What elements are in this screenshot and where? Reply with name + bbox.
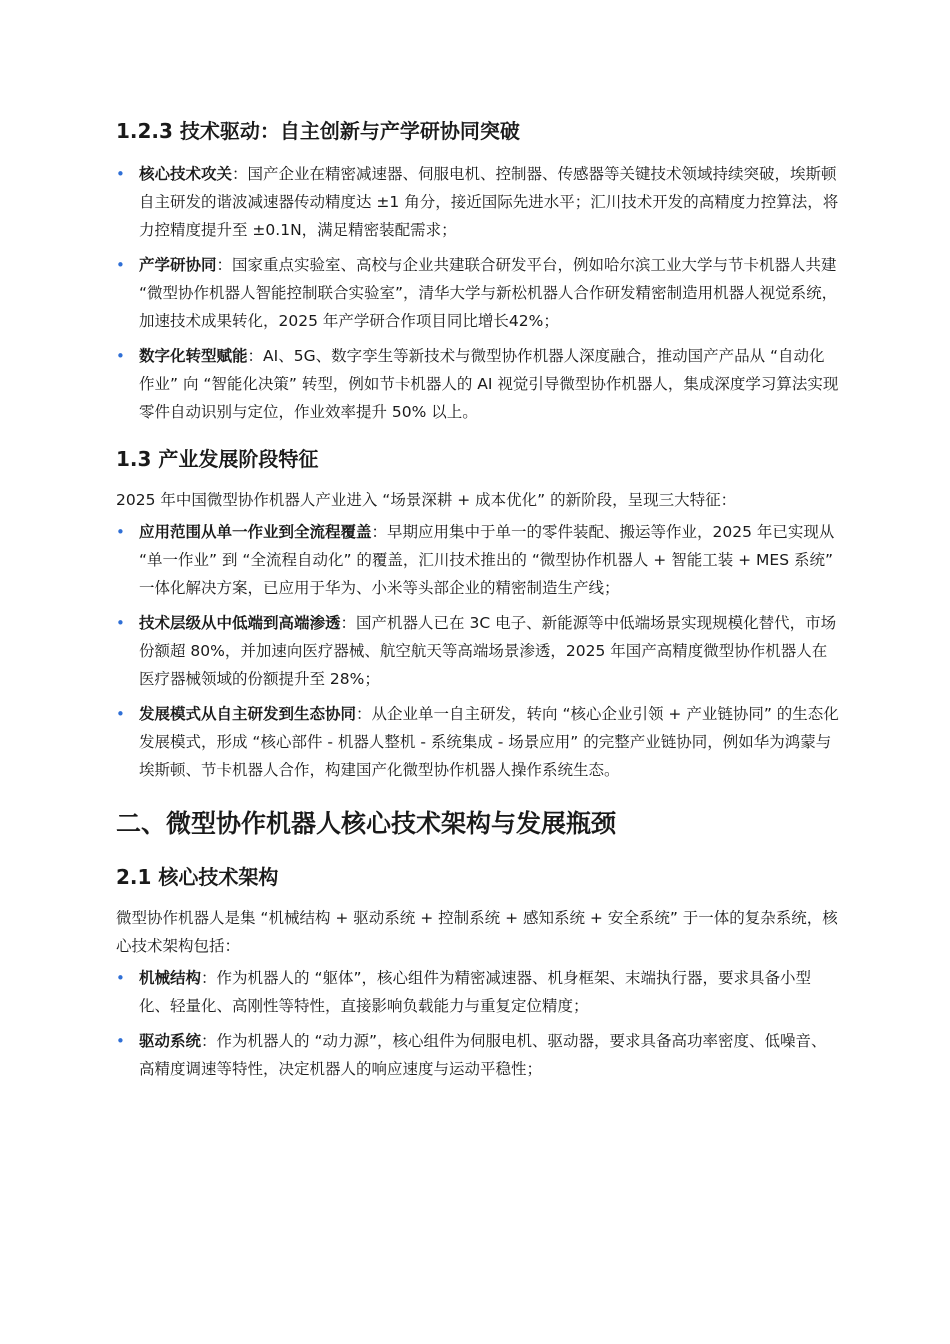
list-item-term: 驱动系统 xyxy=(139,1032,202,1050)
list-item-text: AI、5G、数字孪生等新技术与微型协作机器人深度融合，推动国产产品从 “自动化作业” 向 “智能化决策” 转型，例如节卡机器人的 AI 视觉引导微型协作机器人，集成深度学习算法实现零件自动识别与定位，作业效率提升 50% 以上。 xyxy=(139,347,839,421)
chapter-2-heading: 二、微型协作机器人核心技术架构与发展瓶颈 xyxy=(116,809,617,838)
list-item xyxy=(116,251,840,335)
section-1-3-intro: 2025 年中国微型协作机器人产业进入 “场景深耕 + 成本优化” 的新阶段，呈现三大特征： xyxy=(116,491,737,509)
section-1-3-list xyxy=(116,518,840,784)
list-item xyxy=(116,342,840,426)
list-item-term: 发展模式从自主研发到生态协同 xyxy=(139,705,357,723)
list-item-separator: ： xyxy=(201,969,217,987)
section-2-1-heading: 2.1 核心技术架构 xyxy=(116,865,279,889)
list-item-text: 从企业单一自主研发，转向 “核心企业引领 + 产业链协同” 的生态化发展模式，形成 “核心部件 - 机器人整机 - 系统集成 - 场景应用” 的完整产业链协同，例如华为鸿蒙与埃斯顿、节卡机器人合作，构建国产化微型协作机器人操作系统生态。 xyxy=(139,705,839,779)
bullet-icon: • xyxy=(116,347,125,365)
bullet-icon: • xyxy=(116,614,125,632)
section-1-2-3-heading: 1.2.3 技术驱动：自主创新与产学研协同突破 xyxy=(116,119,520,143)
section-2-1-list xyxy=(116,964,840,1083)
list-item xyxy=(116,518,840,602)
section-1-3-heading: 1.3 产业发展阶段特征 xyxy=(116,447,319,471)
bullet-icon: • xyxy=(116,969,125,987)
list-item xyxy=(116,700,840,784)
list-item-term: 产学研协同 xyxy=(139,256,217,274)
bullet-icon: • xyxy=(116,523,125,541)
bullet-icon: • xyxy=(116,705,125,723)
list-item-term: 数字化转型赋能 xyxy=(139,347,248,365)
list-item xyxy=(116,964,840,1020)
section-1-2-3-list xyxy=(116,160,840,426)
list-item-separator: ： xyxy=(371,523,388,541)
bullet-icon: • xyxy=(116,256,125,274)
list-item xyxy=(116,160,840,244)
bullet-icon: • xyxy=(116,1032,125,1050)
list-item-separator: ： xyxy=(356,705,372,723)
list-item-separator: ： xyxy=(247,347,264,365)
list-item-text: 国产企业在精密减速器、伺服电机、控制器、传感器等关键技术领域持续突破，埃斯顿自主研发的谐波减速器传动精度达 ±1 角分，接近国际先进水平；汇川技术开发的高精度力控算法，将力控精度提升至 ±0.1N，满足精密装配需求； xyxy=(139,165,839,239)
list-item-term: 应用范围从单一作业到全流程覆盖 xyxy=(139,523,372,541)
list-item-separator: ： xyxy=(201,1032,217,1050)
list-item-term: 机械结构 xyxy=(139,969,202,987)
list-item-separator: ： xyxy=(216,256,233,274)
list-item-term: 技术层级从中低端到高端渗透 xyxy=(139,614,341,632)
section-2-1-intro: 微型协作机器人是集 “机械结构 + 驱动系统 + 控制系统 + 感知系统 + 安全系统” 于一体的复杂系统，核心技术架构包括： xyxy=(116,909,838,955)
list-item-separator: ： xyxy=(232,165,248,183)
document-page xyxy=(116,112,840,1090)
list-item-term: 核心技术攻关 xyxy=(139,165,233,183)
list-item-text: 国家重点实验室、高校与企业共建联合研发平台，例如哈尔滨工业大学与节卡机器人共建 “微型协作机器人智能控制联合实验室”，清华大学与新松机器人合作研发精密制造用机器人视觉系统，加速技术成果转化，2025 年产学研合作项目同比增长42%； xyxy=(139,256,838,330)
list-item-text: 作为机器人的 “躯体”，核心组件为精密减速器、机身框架、末端执行器，要求具备小型化、轻量化、高刚性等特性，直接影响负载能力与重复定位精度； xyxy=(139,969,812,1015)
bullet-icon: • xyxy=(116,165,125,183)
list-item-text: 国产机器人已在 3C 电子、新能源等中低端场景实现规模化替代，市场份额超 80%，并加速向医疗器械、航空航天等高端场景渗透，2025 年国产高精度微型协作机器人在医疗器械领域的份额提升至 28%； xyxy=(139,614,837,688)
list-item xyxy=(116,609,840,693)
list-item xyxy=(116,1027,840,1083)
list-item-text: 早期应用集中于单一的零件装配、搬运等作业，2025 年已实现从 “单一作业” 到 “全流程自动化” 的覆盖，汇川技术推出的 “微型协作机器人 + 智能工装 + MES 系统” 一体化解决方案，已应用于华为、小米等头部企业的精密制造生产线； xyxy=(139,523,835,597)
list-item-text: 作为机器人的 “动力源”，核心组件为伺服电机、驱动器，要求具备高功率密度、低噪音、高精度调速等特性，决定机器人的响应速度与运动平稳性； xyxy=(139,1032,827,1078)
list-item-separator: ： xyxy=(340,614,357,632)
